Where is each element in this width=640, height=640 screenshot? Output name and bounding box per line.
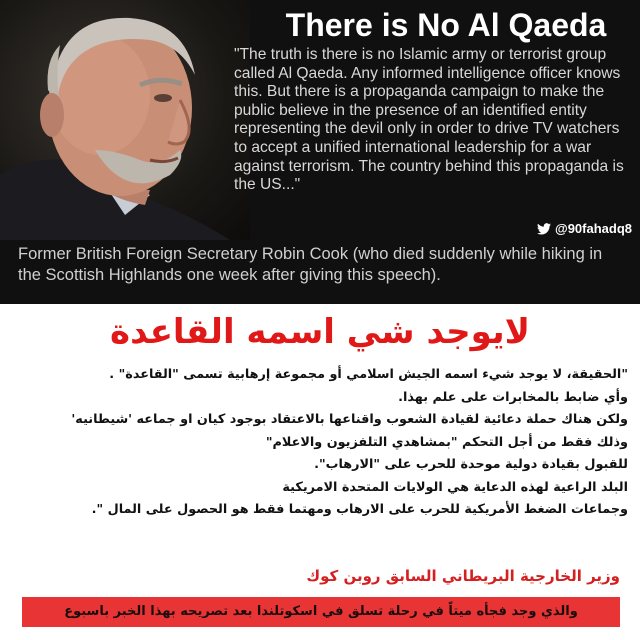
- portrait-photo: [0, 0, 250, 240]
- headline: There is No Al Qaeda: [285, 7, 607, 43]
- english-caption: Former British Foreign Secretary Robin Cook (who died suddenly while hiking in the Scottish Highlands one week after giving this speech).: [18, 245, 603, 284]
- arabic-quote: [14, 364, 628, 522]
- portrait-illustration: [0, 0, 250, 240]
- arabic-quote-line: وذلك فقط من أجل التحكم "بمشاهدي التلفزيون والاعلام": [265, 434, 628, 450]
- arabic-attribution: وزير الخارجية البريطاني السابق روبن كوك: [306, 567, 620, 585]
- arabic-quote-line: ولكن هناك حملة دعائية لقيادة الشعوب واقناعها بالاعتقاد بوجود كيان او جماعه 'شيطانيه': [71, 412, 628, 427]
- header-image-panel: [0, 0, 640, 304]
- twitter-bird-icon: [537, 223, 551, 235]
- english-quote: "The truth is there is no Islamic army or terrorist group called Al Qaeda. Any informed intelligence officer knows this. But there is a propaganda campaign to make the public believe in the presence of an identified entity representing the devil only in order to drive TV watchers to accept a unified international leadership for a war against terrorism. The country behind this propaganda is the US...": [234, 46, 624, 194]
- arabic-quote-line: للقبول بقيادة دولية موحدة للحرب على "الارهاب".: [314, 457, 628, 472]
- twitter-handle: [537, 221, 632, 236]
- arabic-quote-line: وأي ضابط بالمخابرات على علم بهذا.: [398, 389, 628, 405]
- arabic-quote-line: وجماعات الضغط الأمريكية للحرب على الارهاب ومهتما فقط هو الحصول على المال ".: [91, 502, 628, 517]
- twitter-handle-text: @90fahadq8: [555, 221, 632, 236]
- arabic-headline: لايوجد شي اسمه القاعدة: [110, 312, 530, 352]
- arabic-banner: والذي وجد فجأه ميتاً في رحلة تسلق في اسكوتلندا بعد تصريحه بهذا الخبر باسبوع: [22, 597, 620, 627]
- arabic-quote-line: البلد الراعية لهذه الدعاية هي الولايات المتحدة الامريكية: [282, 479, 628, 495]
- arabic-quote-line: "الحقيقة، لا يوجد شيء اسمه الجيش اسلامي أو مجموعة إرهابية تسمى "القاعدة" .: [109, 367, 628, 382]
